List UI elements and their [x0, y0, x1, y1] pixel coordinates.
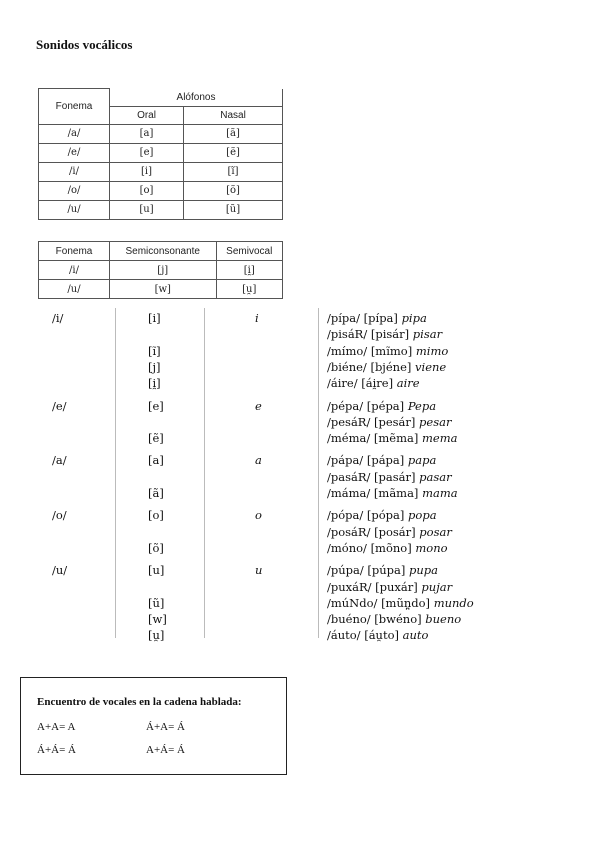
example-transcription [327, 344, 448, 358]
transcription-text: /púpa/ [púpa] [327, 563, 406, 578]
example-word: viene [415, 359, 447, 374]
example-word: Pepa [407, 398, 437, 413]
oral-cell: [e] [110, 143, 184, 162]
example-transcription [327, 612, 461, 626]
header-alofonos: Alófonos [110, 89, 283, 107]
example-transcription [327, 541, 448, 555]
example-word: bueno [425, 612, 462, 627]
allophone-label: [o] [148, 508, 164, 523]
transcription-text: /móno/ [mõno] [327, 540, 412, 555]
grapheme-label: e [255, 398, 262, 413]
transcription-text: /posáR/ [posár] [327, 524, 416, 539]
example-transcription [327, 470, 452, 484]
example-transcription [327, 580, 452, 594]
header-oral: Oral [110, 106, 184, 124]
column-divider [318, 308, 319, 638]
example-transcription [327, 399, 436, 413]
example-transcription [327, 311, 427, 325]
page-title: Sonidos vocálicos [36, 37, 133, 52]
transcription-text: /puxáR/ [puxár] [327, 579, 418, 594]
transcription-text: /biéne/ [bjéne] [327, 359, 412, 374]
allophone-label: [ẽ] [148, 431, 164, 446]
transcription-text: /pisáR/ [pisár] [327, 327, 410, 342]
phoneme-label: /u/ [52, 563, 68, 578]
header-fonema: Fonema [39, 242, 110, 261]
fonema-cell: /a/ [39, 124, 110, 143]
example-transcription [327, 525, 452, 539]
example-word: mono [415, 540, 448, 555]
allophone-label: [j] [148, 359, 161, 374]
allophone-label: [u̯] [148, 628, 165, 643]
allophone-label: [i] [148, 311, 161, 325]
example-transcription [327, 563, 438, 577]
example-word: pujar [421, 579, 453, 594]
phoneme-label: /a/ [52, 453, 67, 468]
example-transcription [327, 486, 458, 500]
example-word: pesar [419, 414, 452, 429]
example-word: papa [407, 453, 437, 468]
transcription-text: /pípa/ [pípa] [327, 311, 398, 325]
example-transcription [327, 415, 451, 429]
example-word: aire [396, 376, 420, 391]
example-transcription [327, 508, 437, 522]
phoneme-label: /o/ [52, 508, 67, 523]
example-transcription [327, 596, 474, 610]
transcription-text: /mímo/ [mĩmo] [327, 343, 413, 358]
example-transcription [327, 376, 420, 390]
grapheme-label: a [255, 453, 262, 468]
example-word: pipa [401, 311, 427, 325]
column-divider [204, 308, 205, 638]
oral-cell: [a] [110, 124, 184, 143]
rule-text: Á+Á= Á [37, 744, 76, 756]
example-transcription [327, 453, 436, 467]
fonema-cell: /u/ [39, 200, 110, 219]
header-fonema: Fonema [39, 89, 110, 125]
allophone-label: [i̯] [148, 376, 161, 391]
allophone-label: [u] [148, 563, 165, 578]
vowel-encounter-box [20, 677, 287, 775]
allophone-label: [õ] [148, 540, 164, 555]
header-nasal: Nasal [184, 106, 283, 124]
rule-text: A+Á= Á [146, 744, 185, 756]
transcription-text: /pápa/ [pápa] [327, 453, 405, 468]
grapheme-label: o [255, 508, 262, 523]
column-divider [115, 308, 116, 638]
nasal-cell: [ã] [184, 124, 283, 143]
allophone-label: [e] [148, 398, 164, 413]
transcription-text: /pasáR/ [pasár] [327, 469, 416, 484]
transcription-text: /áire/ [ái̯re] [327, 376, 394, 391]
example-word: posar [419, 524, 452, 539]
fonema-cell: /i/ [39, 162, 110, 181]
transcription-text: /múNdo/ [mũn̪do] [327, 595, 431, 610]
example-word: mundo [433, 595, 474, 610]
phoneme-label: /e/ [52, 398, 67, 413]
example-word: auto [402, 628, 429, 643]
fonema-cell: /u/ [39, 280, 110, 299]
rule-text: Á+A= Á [146, 721, 185, 733]
allophone-label: [w] [148, 612, 167, 627]
allophone-label: [ã] [148, 486, 164, 500]
example-transcription [327, 628, 428, 642]
transcription-text: /áuto/ [áu̯to] [327, 628, 399, 643]
oral-cell: [u] [110, 200, 184, 219]
nasal-cell: [ẽ] [184, 143, 283, 162]
oral-cell: [i] [110, 162, 184, 181]
grapheme-label: i [255, 311, 259, 325]
nasal-cell: [ũ] [184, 200, 283, 219]
box-title: Encuentro de vocales en la cadena hablada: [37, 696, 242, 708]
transcription-text: /méma/ [mẽma] [327, 431, 419, 446]
semiconsonante-cell: [j] [110, 261, 217, 280]
transcription-text: /pesáR/ [pesár] [327, 414, 416, 429]
allophone-label: [a] [148, 453, 164, 468]
rule-text: A+A= A [37, 721, 76, 733]
header-semivocal: Semivocal [216, 242, 283, 261]
fonema-cell: /e/ [39, 143, 110, 162]
transcription-text: /máma/ [mãma] [327, 486, 419, 500]
transcription-text: /buéno/ [bwéno] [327, 612, 422, 627]
example-word: mama [422, 486, 458, 500]
example-transcription [327, 431, 457, 445]
example-word: mimo [415, 343, 449, 358]
nasal-cell: [õ] [184, 181, 283, 200]
fonema-cell: /o/ [39, 181, 110, 200]
header-semiconsonante: Semiconsonante [110, 242, 217, 261]
example-word: pasar [419, 469, 452, 484]
semivocal-cell: [i̯] [216, 261, 283, 280]
nasal-cell: [ĩ] [184, 162, 283, 181]
phoneme-label: /i/ [52, 311, 64, 325]
example-transcription [327, 327, 442, 341]
transcription-text: /pópa/ [pópa] [327, 508, 405, 523]
fonema-cell: /i/ [39, 261, 110, 280]
example-word: pisar [412, 327, 443, 342]
example-word: mema [421, 431, 458, 446]
semivocal-cell: [u̯] [216, 280, 283, 299]
transcription-text: /pépa/ [pépa] [327, 398, 405, 413]
semiconsonante-cell: [w] [110, 280, 217, 299]
example-word: popa [408, 508, 437, 523]
allophone-label: [ĩ] [148, 343, 161, 358]
allophone-label: [ũ] [148, 595, 165, 610]
grapheme-label: u [255, 563, 263, 578]
example-word: pupa [409, 563, 439, 578]
example-transcription [327, 360, 446, 374]
oral-cell: [o] [110, 181, 184, 200]
